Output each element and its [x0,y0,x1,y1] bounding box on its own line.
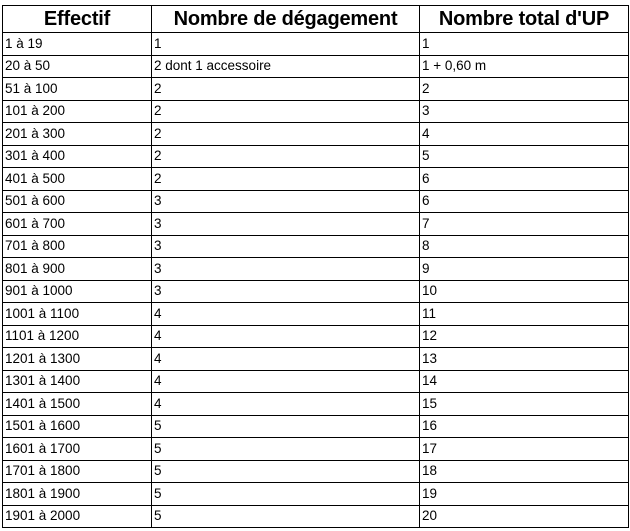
effectif-cell: 1501 à 1600 [3,415,152,438]
total-up-cell: 14 [420,370,629,393]
effectif-cell: 501 à 600 [3,190,152,213]
evacuation-table [2,5,629,528]
degagement-cell: 4 [152,303,420,326]
effectif-cell: 1901 à 2000 [3,505,152,528]
effectif-cell: 1 à 19 [3,33,152,56]
total-up-cell: 9 [420,258,629,281]
degagement-cell: 5 [152,438,420,461]
effectif-cell: 201 à 300 [3,123,152,146]
table-row [3,190,629,213]
degagement-cell: 3 [152,235,420,258]
effectif-cell: 1801 à 1900 [3,483,152,506]
total-up-cell: 11 [420,303,629,326]
total-up-cell: 13 [420,348,629,371]
total-up-cell: 2 [420,78,629,101]
degagement-cell: 2 dont 1 accessoire [152,55,420,78]
effectif-cell: 1601 à 1700 [3,438,152,461]
effectif-cell: 1701 à 1800 [3,460,152,483]
effectif-cell: 1201 à 1300 [3,348,152,371]
table-row [3,145,629,168]
table-row [3,393,629,416]
table-row [3,280,629,303]
table-row [3,438,629,461]
degagement-cell: 3 [152,258,420,281]
header-nombre-total-up: Nombre total d'UP [420,6,629,33]
table-row [3,303,629,326]
table-row [3,168,629,191]
total-up-cell: 16 [420,415,629,438]
effectif-cell: 1001 à 1100 [3,303,152,326]
degagement-cell: 5 [152,505,420,528]
effectif-cell: 1301 à 1400 [3,370,152,393]
degagement-cell: 4 [152,393,420,416]
total-up-cell: 18 [420,460,629,483]
total-up-cell: 10 [420,280,629,303]
total-up-cell: 20 [420,505,629,528]
table-body [3,33,629,528]
effectif-cell: 20 à 50 [3,55,152,78]
total-up-cell: 17 [420,438,629,461]
effectif-cell: 701 à 800 [3,235,152,258]
table-row [3,258,629,281]
table-row [3,123,629,146]
total-up-cell: 19 [420,483,629,506]
total-up-cell: 8 [420,235,629,258]
effectif-cell: 1101 à 1200 [3,325,152,348]
table-row [3,370,629,393]
table-row [3,483,629,506]
effectif-cell: 1401 à 1500 [3,393,152,416]
degagement-cell: 3 [152,190,420,213]
header-row [3,6,629,33]
effectif-cell: 901 à 1000 [3,280,152,303]
degagement-cell: 5 [152,460,420,483]
degagement-cell: 5 [152,483,420,506]
total-up-cell: 6 [420,168,629,191]
effectif-cell: 301 à 400 [3,145,152,168]
total-up-cell: 5 [420,145,629,168]
degagement-cell: 1 [152,33,420,56]
effectif-cell: 101 à 200 [3,100,152,123]
degagement-cell: 3 [152,280,420,303]
total-up-cell: 7 [420,213,629,236]
table-row [3,78,629,101]
table-row [3,460,629,483]
degagement-cell: 2 [152,100,420,123]
degagement-cell: 2 [152,123,420,146]
degagement-cell: 3 [152,213,420,236]
effectif-cell: 801 à 900 [3,258,152,281]
header-effectif: Effectif [3,6,152,33]
total-up-cell: 4 [420,123,629,146]
table-row [3,100,629,123]
degagement-cell: 4 [152,325,420,348]
degagement-cell: 5 [152,415,420,438]
table-row [3,325,629,348]
effectif-cell: 601 à 700 [3,213,152,236]
total-up-cell: 15 [420,393,629,416]
degagement-cell: 2 [152,78,420,101]
effectif-cell: 401 à 500 [3,168,152,191]
total-up-cell: 12 [420,325,629,348]
table-row [3,505,629,528]
table-row [3,213,629,236]
degagement-cell: 4 [152,370,420,393]
header-nombre-degagement: Nombre de dégagement [152,6,420,33]
total-up-cell: 3 [420,100,629,123]
degagement-cell: 2 [152,168,420,191]
table-row [3,348,629,371]
table-row [3,415,629,438]
degagement-cell: 2 [152,145,420,168]
total-up-cell: 1 [420,33,629,56]
total-up-cell: 1 + 0,60 m [420,55,629,78]
degagement-cell: 4 [152,348,420,371]
table-row [3,33,629,56]
table-row [3,235,629,258]
effectif-cell: 51 à 100 [3,78,152,101]
total-up-cell: 6 [420,190,629,213]
table-row [3,55,629,78]
